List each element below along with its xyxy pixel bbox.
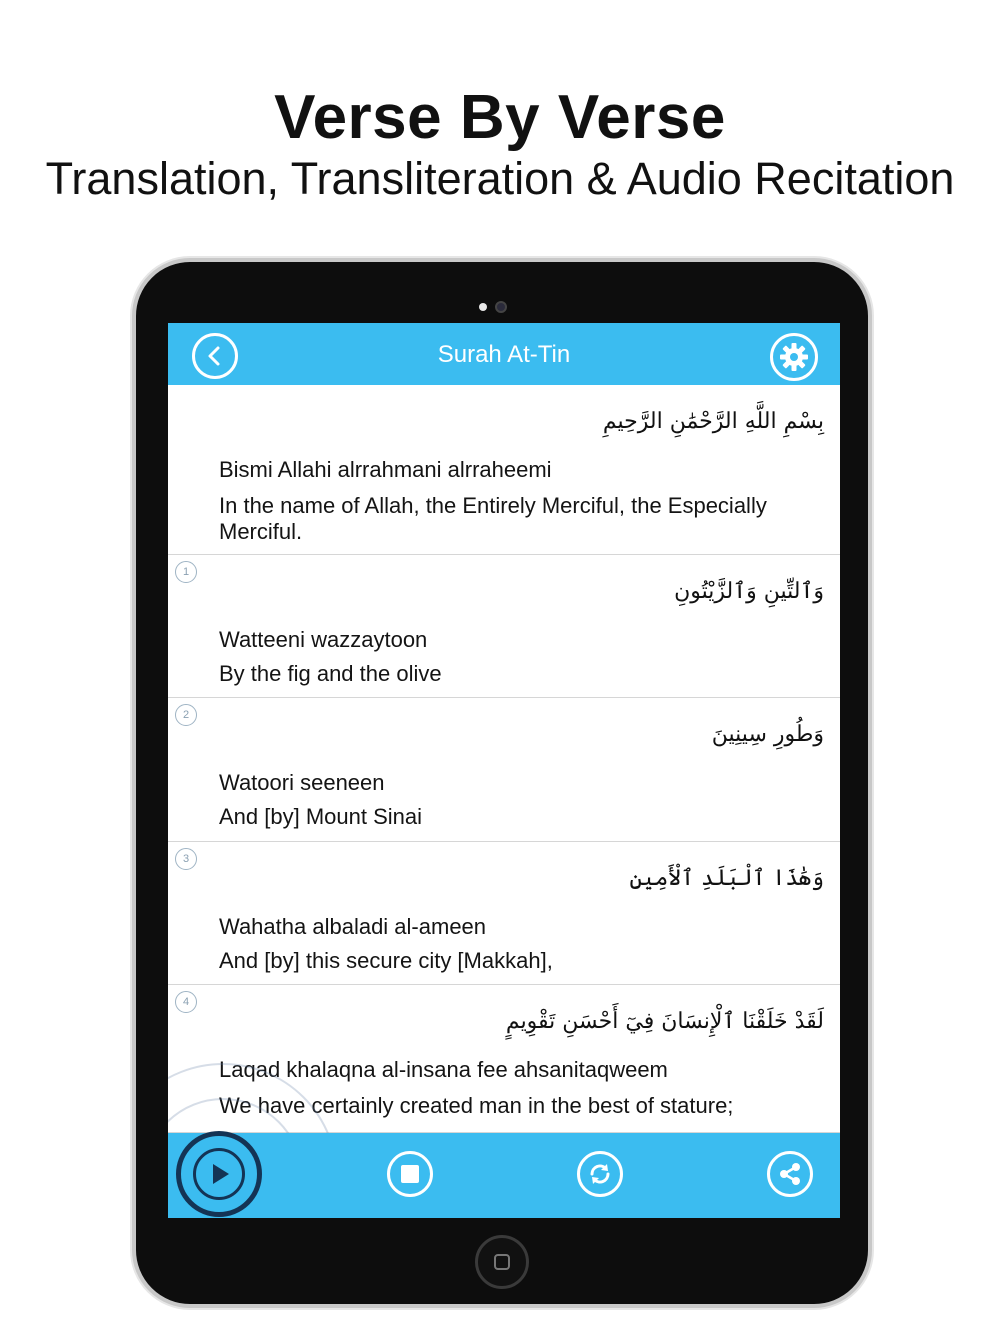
audio-player-bar <box>168 1133 840 1218</box>
verse-arabic: وَٱلتِّينِ وَٱلزَّيْتُونِ <box>674 579 824 604</box>
verse-transliteration: Laqad khalaqna al-insana fee ahsanitaqweem <box>219 1057 668 1082</box>
front-camera <box>495 301 507 313</box>
verse-translation: We have certainly created man in the best of stature; <box>219 1093 734 1118</box>
verse-transliteration: Wahatha albaladi al-ameen <box>219 914 487 939</box>
verse-list[interactable] <box>168 385 840 1133</box>
verse-transliteration: Bismi Allahi alrrahmani alrraheemi <box>219 457 552 482</box>
gear-icon <box>779 342 809 372</box>
share-button[interactable] <box>767 1151 813 1197</box>
verse-item-2[interactable] <box>168 698 840 842</box>
verse-item-bismillah[interactable] <box>168 385 840 555</box>
verse-arabic: لَقَدْ خَلَقْنَا ٱلْإِنسَانَ فِيٓ أَحْسَنِ تَقْوِيمٍ <box>505 1009 824 1034</box>
app-bar <box>168 323 840 385</box>
play-button-inner <box>193 1148 245 1200</box>
play-icon <box>206 1161 232 1187</box>
verse-transliteration: Watteeni wazzaytoon <box>219 627 428 652</box>
verse-arabic: وَهَٰذَا ٱلْبَلَدِ ٱلْأَمِينِ <box>629 866 824 891</box>
settings-button[interactable] <box>770 333 818 381</box>
verse-transliteration: Watoori seeneen <box>219 770 385 795</box>
verse-translation: And [by] this secure city [Makkah], <box>219 948 553 973</box>
stop-icon <box>399 1163 421 1185</box>
verse-number-badge: 3 <box>175 848 197 870</box>
verse-arabic: وَطُورِ سِينِينَ <box>711 722 824 747</box>
sensor-dot <box>479 303 487 311</box>
verse-number-badge: 2 <box>175 704 197 726</box>
share-icon <box>777 1161 803 1187</box>
repeat-icon <box>587 1161 613 1187</box>
stop-button[interactable] <box>387 1151 433 1197</box>
promo-subheadline: Translation, Transliteration & Audio Recitation <box>45 153 955 204</box>
verse-arabic: بِسْمِ اللَّهِ الرَّحْمَٰنِ الرَّحِيمِ <box>602 409 824 434</box>
verse-item-3[interactable] <box>168 842 840 985</box>
home-button-glyph <box>494 1254 510 1270</box>
play-button[interactable] <box>176 1131 262 1217</box>
page-title: Surah At-Tin <box>437 341 571 368</box>
verse-translation: And [by] Mount Sinai <box>219 804 423 829</box>
verse-number-badge: 1 <box>175 561 197 583</box>
verse-number-badge: 4 <box>175 991 197 1013</box>
promo-headline: Verse By Verse <box>274 83 726 152</box>
verse-item-1[interactable] <box>168 555 840 698</box>
verse-translation: In the name of Allah, the Entirely Merciful, the Especially Merciful. <box>219 493 767 544</box>
repeat-button[interactable] <box>577 1151 623 1197</box>
app-screen <box>168 323 840 1218</box>
verse-translation: By the fig and the olive <box>219 661 442 686</box>
